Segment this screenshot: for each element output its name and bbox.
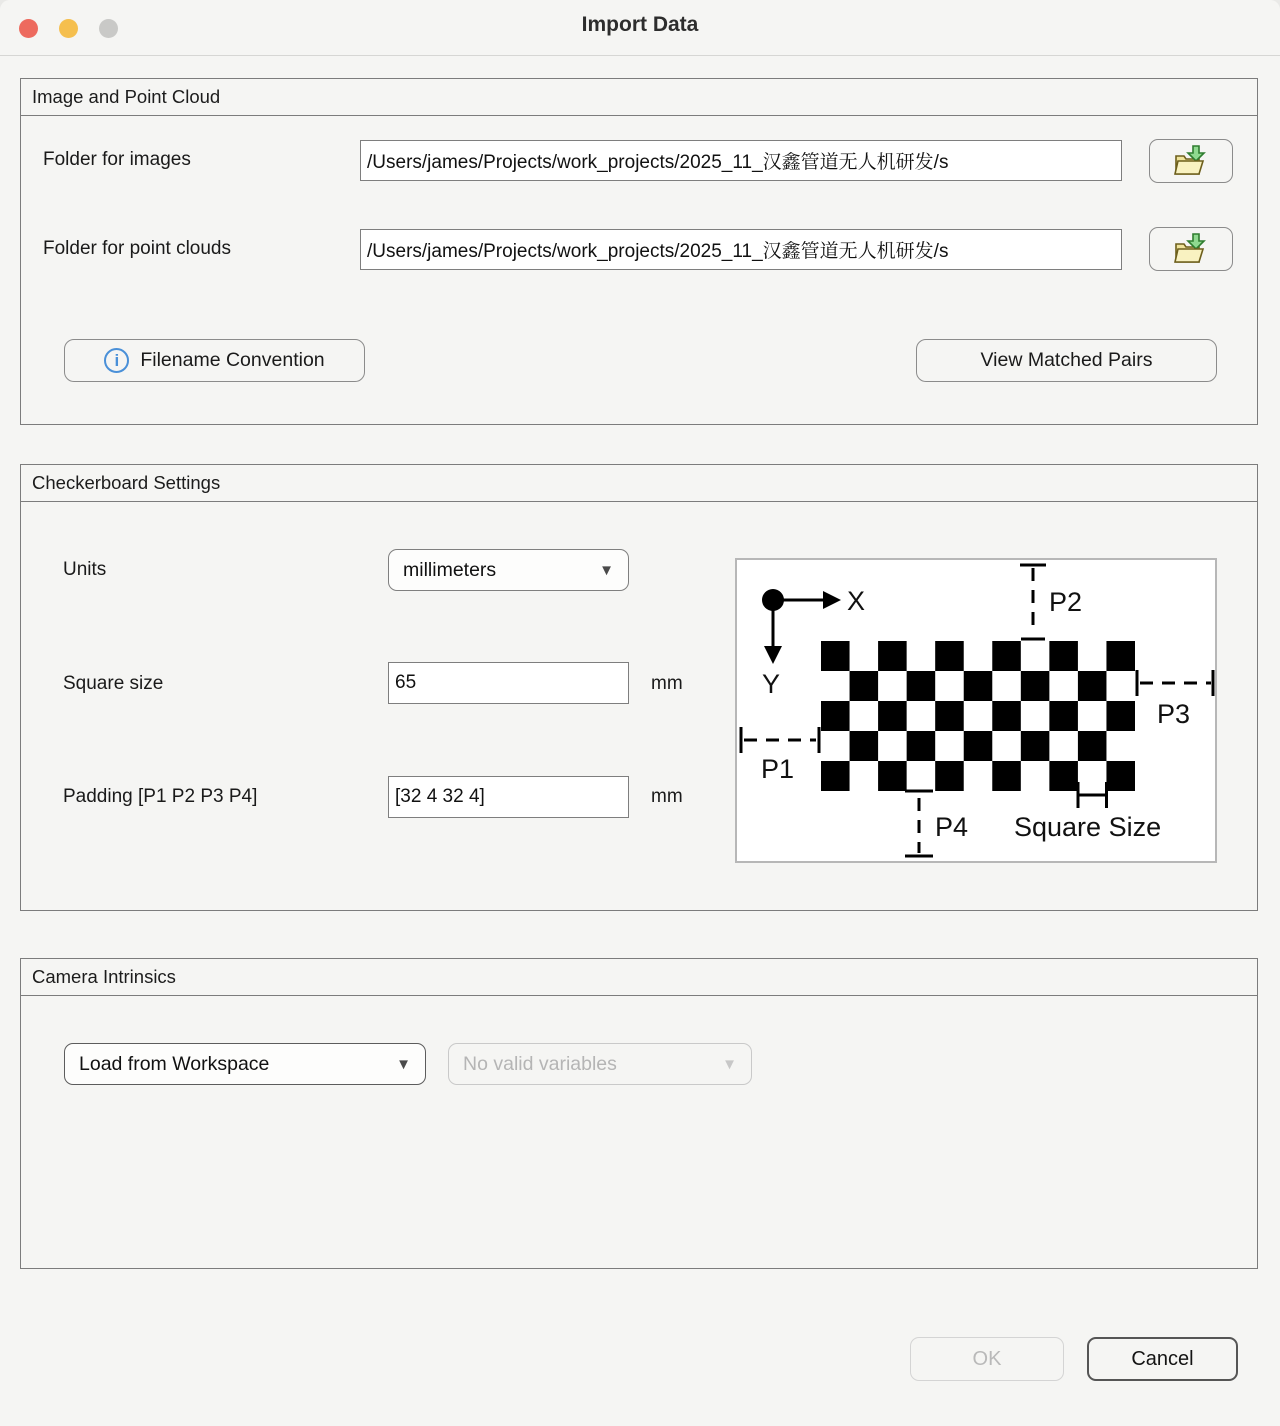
checkerboard-settings-section bbox=[20, 464, 1258, 911]
padding-input[interactable] bbox=[388, 776, 629, 818]
view-matched-pairs-label: View Matched Pairs bbox=[980, 349, 1153, 371]
browse-point-clouds-button[interactable] bbox=[1149, 227, 1233, 271]
square-size-unit: mm bbox=[651, 673, 683, 694]
intrinsics-source-dropdown[interactable] bbox=[64, 1043, 426, 1085]
p2-label: P2 bbox=[1049, 587, 1083, 617]
intrinsics-variable-value: No valid variables bbox=[463, 1052, 617, 1075]
units-dropdown[interactable] bbox=[388, 549, 629, 591]
cancel-button-label: Cancel bbox=[1131, 1347, 1194, 1370]
ok-button[interactable] bbox=[910, 1337, 1064, 1381]
folder-point-clouds-input[interactable] bbox=[360, 229, 1122, 270]
intrinsics-variable-dropdown bbox=[448, 1043, 752, 1085]
chevron-down-icon: ▼ bbox=[722, 1055, 737, 1073]
y-axis-label: Y bbox=[762, 669, 781, 699]
checkerboard-illustration bbox=[735, 558, 1217, 863]
square-size-diagram-label: Square Size bbox=[1014, 812, 1162, 842]
intrinsics-source-value: Load from Workspace bbox=[79, 1052, 270, 1075]
p3-label: P3 bbox=[1157, 699, 1191, 729]
units-dropdown-value: millimeters bbox=[403, 558, 497, 581]
camera-intrinsics-section bbox=[20, 958, 1258, 1269]
folder-images-label: Folder for images bbox=[43, 149, 191, 170]
padding-unit: mm bbox=[651, 786, 683, 807]
section-title-image-point-cloud: Image and Point Cloud bbox=[21, 79, 1257, 116]
chevron-down-icon: ▼ bbox=[396, 1055, 411, 1073]
image-point-cloud-section bbox=[20, 78, 1258, 425]
window-title: Import Data bbox=[581, 13, 699, 36]
open-folder-icon bbox=[1169, 232, 1213, 266]
filename-convention-label: Filename Convention bbox=[140, 349, 325, 371]
p1-label: P1 bbox=[761, 754, 795, 784]
units-label: Units bbox=[63, 559, 107, 580]
section-title-checkerboard: Checkerboard Settings bbox=[21, 465, 1257, 502]
view-matched-pairs-button[interactable] bbox=[916, 339, 1217, 382]
filename-convention-button[interactable] bbox=[64, 339, 365, 382]
square-size-input[interactable] bbox=[388, 662, 629, 704]
x-axis-arrow-icon bbox=[823, 591, 841, 609]
info-icon: i bbox=[104, 348, 129, 373]
section-title-camera-intrinsics: Camera Intrinsics bbox=[21, 959, 1257, 996]
titlebar bbox=[0, 0, 1280, 56]
y-axis-arrow-icon bbox=[764, 646, 782, 664]
folder-point-clouds-label: Folder for point clouds bbox=[43, 238, 231, 259]
square-size-label: Square size bbox=[63, 673, 164, 694]
chevron-down-icon: ▼ bbox=[599, 561, 614, 579]
padding-label: Padding [P1 P2 P3 P4] bbox=[63, 786, 258, 807]
ok-button-label: OK bbox=[972, 1347, 1002, 1370]
checkerboard-diagram bbox=[737, 560, 1215, 861]
folder-images-input[interactable] bbox=[360, 140, 1122, 181]
browse-images-button[interactable] bbox=[1149, 139, 1233, 183]
cancel-button[interactable] bbox=[1087, 1337, 1238, 1381]
x-axis-label: X bbox=[847, 586, 866, 616]
p4-label: P4 bbox=[935, 812, 969, 842]
open-folder-icon bbox=[1169, 144, 1213, 178]
